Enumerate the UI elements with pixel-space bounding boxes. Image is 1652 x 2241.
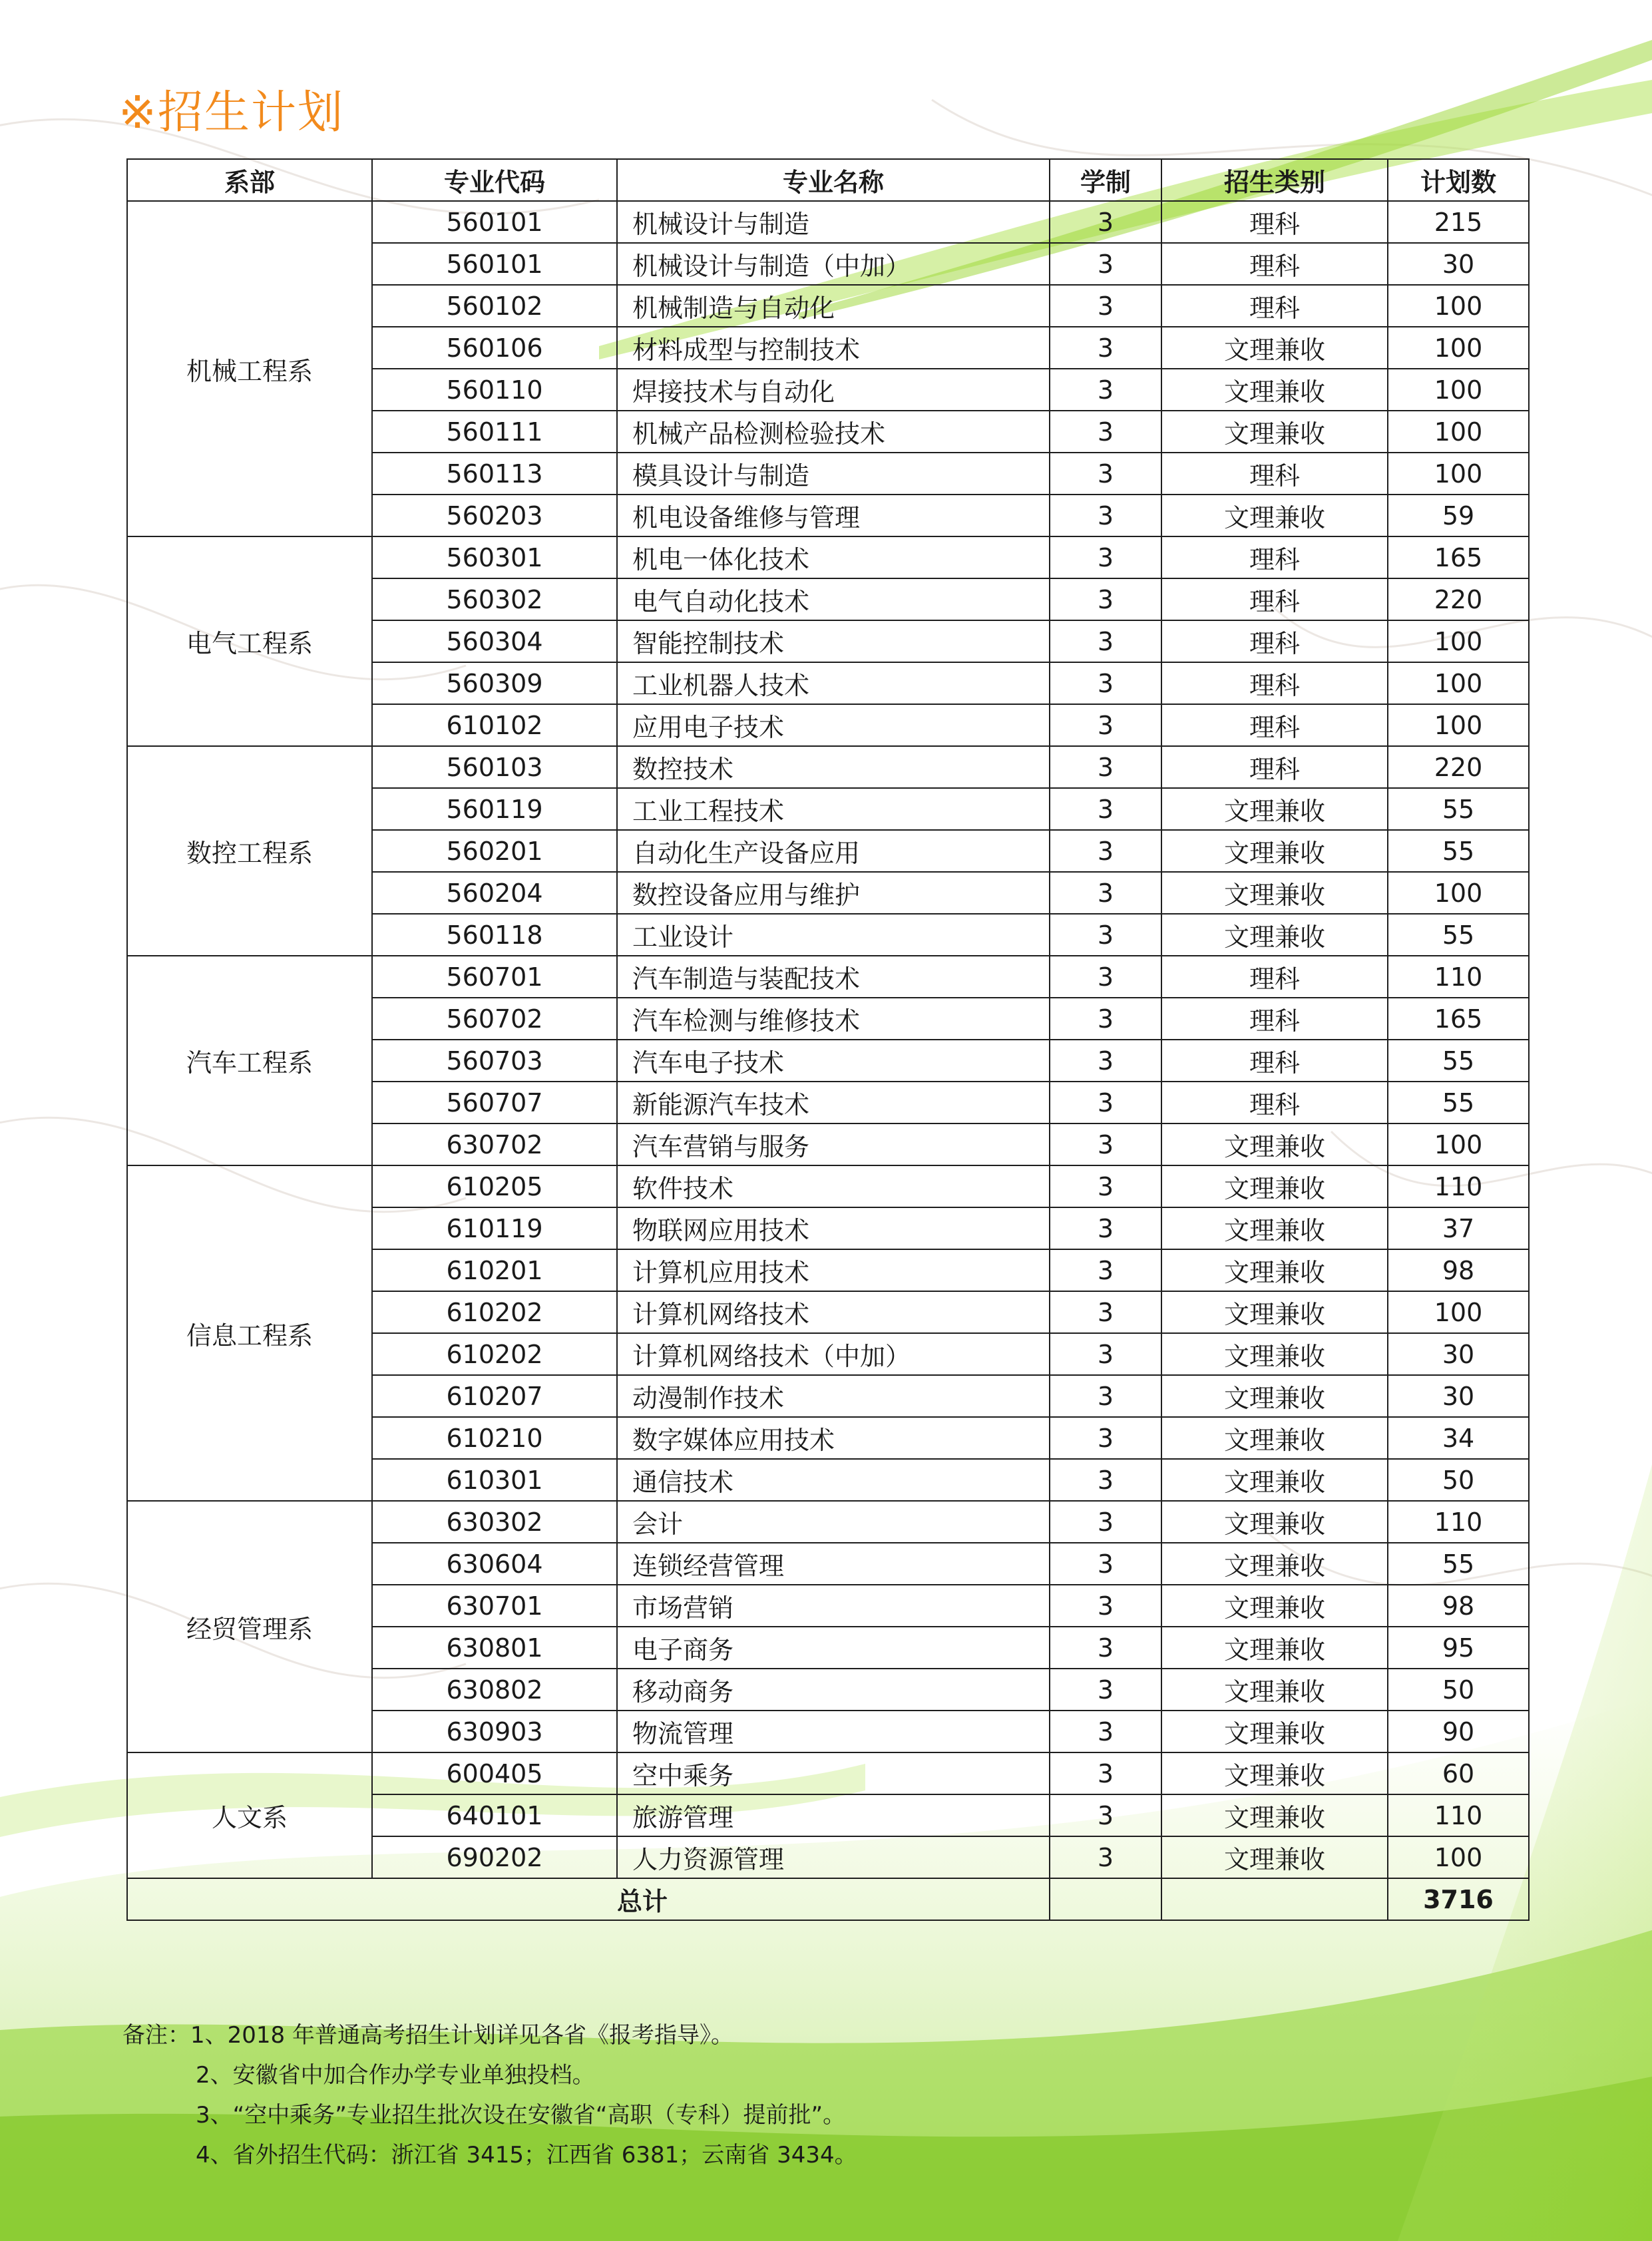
duration-cell: 3 — [1050, 327, 1161, 369]
category-cell: 理科 — [1161, 1040, 1388, 1082]
header-category: 招生类别 — [1161, 159, 1388, 201]
duration-cell: 3 — [1050, 1082, 1161, 1123]
category-cell: 文理兼收 — [1161, 1417, 1388, 1459]
major-name-cell: 模具设计与制造 — [617, 453, 1050, 495]
major-code-cell: 560309 — [372, 662, 617, 704]
duration-cell: 3 — [1050, 830, 1161, 872]
notes — [122, 2015, 857, 2175]
department-cell: 经贸管理系 — [127, 1501, 372, 1752]
category-cell: 文理兼收 — [1161, 1249, 1388, 1291]
category-cell: 理科 — [1161, 746, 1388, 788]
category-cell: 文理兼收 — [1161, 411, 1388, 453]
plan-count-cell: 100 — [1388, 1291, 1529, 1333]
major-name-cell: 电气自动化技术 — [617, 578, 1050, 620]
duration-cell: 3 — [1050, 1711, 1161, 1752]
plan-count-cell: 100 — [1388, 662, 1529, 704]
major-code-cell: 560106 — [372, 327, 617, 369]
category-cell: 文理兼收 — [1161, 788, 1388, 830]
plan-count-cell: 165 — [1388, 536, 1529, 578]
category-cell: 文理兼收 — [1161, 1627, 1388, 1669]
duration-cell: 3 — [1050, 411, 1161, 453]
duration-cell: 3 — [1050, 1123, 1161, 1165]
plan-count-cell: 165 — [1388, 998, 1529, 1040]
major-code-cell: 560301 — [372, 536, 617, 578]
department-cell: 机械工程系 — [127, 201, 372, 536]
category-cell: 文理兼收 — [1161, 1752, 1388, 1794]
plan-count-cell: 100 — [1388, 453, 1529, 495]
major-name-cell: 工业设计 — [617, 914, 1050, 956]
major-code-cell: 560110 — [372, 369, 617, 411]
total-empty-duration — [1050, 1878, 1161, 1920]
plan-count-cell: 55 — [1388, 788, 1529, 830]
plan-count-cell: 100 — [1388, 704, 1529, 746]
category-cell: 文理兼收 — [1161, 1585, 1388, 1627]
duration-cell: 3 — [1050, 453, 1161, 495]
duration-cell: 3 — [1050, 998, 1161, 1040]
category-cell: 文理兼收 — [1161, 327, 1388, 369]
major-name-cell: 计算机应用技术 — [617, 1249, 1050, 1291]
page-title: ※招生计划 — [118, 87, 344, 139]
major-name-cell: 物流管理 — [617, 1711, 1050, 1752]
category-cell: 理科 — [1161, 536, 1388, 578]
table-row — [127, 1165, 1529, 1207]
plan-count-cell: 95 — [1388, 1627, 1529, 1669]
plan-count-cell: 220 — [1388, 578, 1529, 620]
category-cell: 文理兼收 — [1161, 495, 1388, 536]
plan-count-cell: 98 — [1388, 1585, 1529, 1627]
plan-count-cell: 50 — [1388, 1459, 1529, 1501]
duration-cell: 3 — [1050, 243, 1161, 285]
category-cell: 理科 — [1161, 453, 1388, 495]
major-code-cell: 560101 — [372, 243, 617, 285]
table-row — [127, 746, 1529, 788]
plan-count-cell: 100 — [1388, 1836, 1529, 1878]
major-name-cell: 数字媒体应用技术 — [617, 1417, 1050, 1459]
duration-cell: 3 — [1050, 1333, 1161, 1375]
category-cell: 文理兼收 — [1161, 1501, 1388, 1543]
note-line: 3、“空中乘务”专业招生批次设在安徽省“高职（专科）提前批”。 — [196, 2102, 846, 2129]
major-name-cell: 计算机网络技术（中加） — [617, 1333, 1050, 1375]
plan-count-cell: 110 — [1388, 1794, 1529, 1836]
department-cell: 数控工程系 — [127, 746, 372, 956]
table-row — [127, 956, 1529, 998]
major-name-cell: 计算机网络技术 — [617, 1291, 1050, 1333]
major-code-cell: 610205 — [372, 1165, 617, 1207]
major-name-cell: 机械设计与制造（中加） — [617, 243, 1050, 285]
major-name-cell: 汽车检测与维修技术 — [617, 998, 1050, 1040]
duration-cell: 3 — [1050, 1375, 1161, 1417]
category-cell: 理科 — [1161, 243, 1388, 285]
header-major-name: 专业名称 — [617, 159, 1050, 201]
duration-cell: 3 — [1050, 1669, 1161, 1711]
major-code-cell: 610207 — [372, 1375, 617, 1417]
department-cell: 电气工程系 — [127, 536, 372, 746]
category-cell: 文理兼收 — [1161, 369, 1388, 411]
category-cell: 文理兼收 — [1161, 872, 1388, 914]
category-cell: 文理兼收 — [1161, 1543, 1388, 1585]
major-code-cell: 630604 — [372, 1543, 617, 1585]
duration-cell: 3 — [1050, 956, 1161, 998]
plan-count-cell: 34 — [1388, 1417, 1529, 1459]
note-line: 2、安徽省中加合作办学专业单独投档。 — [196, 2062, 595, 2089]
plan-count-cell: 30 — [1388, 1375, 1529, 1417]
major-code-cell: 560703 — [372, 1040, 617, 1082]
major-code-cell: 560204 — [372, 872, 617, 914]
duration-cell: 3 — [1050, 1752, 1161, 1794]
major-name-cell: 软件技术 — [617, 1165, 1050, 1207]
category-cell: 理科 — [1161, 201, 1388, 243]
duration-cell: 3 — [1050, 662, 1161, 704]
major-name-cell: 移动商务 — [617, 1669, 1050, 1711]
major-code-cell: 630802 — [372, 1669, 617, 1711]
major-code-cell: 630702 — [372, 1123, 617, 1165]
duration-cell: 3 — [1050, 872, 1161, 914]
major-code-cell: 560118 — [372, 914, 617, 956]
duration-cell: 3 — [1050, 369, 1161, 411]
duration-cell: 3 — [1050, 1543, 1161, 1585]
table-body — [127, 201, 1529, 1878]
plan-count-cell: 110 — [1388, 956, 1529, 998]
major-name-cell: 人力资源管理 — [617, 1836, 1050, 1878]
enrollment-plan-table — [126, 158, 1530, 1921]
plan-count-cell: 90 — [1388, 1711, 1529, 1752]
category-cell: 文理兼收 — [1161, 1207, 1388, 1249]
major-name-cell: 焊接技术与自动化 — [617, 369, 1050, 411]
category-cell: 理科 — [1161, 1082, 1388, 1123]
major-name-cell: 数控技术 — [617, 746, 1050, 788]
table-row — [127, 536, 1529, 578]
note-line: 备注：1、2018 年普通高考招生计划详见各省《报考指导》。 — [122, 2022, 733, 2049]
category-cell: 文理兼收 — [1161, 1459, 1388, 1501]
plan-count-cell: 110 — [1388, 1165, 1529, 1207]
major-code-cell: 690202 — [372, 1836, 617, 1878]
duration-cell: 3 — [1050, 1291, 1161, 1333]
duration-cell: 3 — [1050, 1417, 1161, 1459]
major-name-cell: 汽车营销与服务 — [617, 1123, 1050, 1165]
plan-count-cell: 30 — [1388, 243, 1529, 285]
duration-cell: 3 — [1050, 1249, 1161, 1291]
category-cell: 理科 — [1161, 285, 1388, 327]
plan-count-cell: 50 — [1388, 1669, 1529, 1711]
major-code-cell: 630701 — [372, 1585, 617, 1627]
major-name-cell: 汽车制造与装配技术 — [617, 956, 1050, 998]
category-cell: 文理兼收 — [1161, 1836, 1388, 1878]
major-name-cell: 新能源汽车技术 — [617, 1082, 1050, 1123]
major-code-cell: 610301 — [372, 1459, 617, 1501]
major-code-cell: 610119 — [372, 1207, 617, 1249]
duration-cell: 3 — [1050, 1040, 1161, 1082]
category-cell: 理科 — [1161, 704, 1388, 746]
category-cell: 文理兼收 — [1161, 1375, 1388, 1417]
plan-count-cell: 98 — [1388, 1249, 1529, 1291]
plan-count-cell: 100 — [1388, 285, 1529, 327]
total-empty-category — [1161, 1878, 1388, 1920]
major-name-cell: 自动化生产设备应用 — [617, 830, 1050, 872]
duration-cell: 3 — [1050, 1794, 1161, 1836]
category-cell: 文理兼收 — [1161, 1669, 1388, 1711]
major-name-cell: 机械制造与自动化 — [617, 285, 1050, 327]
plan-count-cell: 55 — [1388, 1082, 1529, 1123]
duration-cell: 3 — [1050, 1207, 1161, 1249]
major-code-cell: 560707 — [372, 1082, 617, 1123]
major-name-cell: 机械设计与制造 — [617, 201, 1050, 243]
major-code-cell: 630801 — [372, 1627, 617, 1669]
table-row — [127, 1752, 1529, 1794]
major-code-cell: 560302 — [372, 578, 617, 620]
header-department: 系部 — [127, 159, 372, 201]
category-cell: 理科 — [1161, 620, 1388, 662]
plan-count-cell: 100 — [1388, 369, 1529, 411]
major-code-cell: 560103 — [372, 746, 617, 788]
category-cell: 理科 — [1161, 662, 1388, 704]
major-code-cell: 610210 — [372, 1417, 617, 1459]
major-code-cell: 610202 — [372, 1291, 617, 1333]
major-name-cell: 物联网应用技术 — [617, 1207, 1050, 1249]
major-name-cell: 机械产品检测检验技术 — [617, 411, 1050, 453]
plan-count-cell: 30 — [1388, 1333, 1529, 1375]
major-name-cell: 会计 — [617, 1501, 1050, 1543]
total-row — [127, 1878, 1529, 1920]
major-code-cell: 560102 — [372, 285, 617, 327]
major-name-cell: 应用电子技术 — [617, 704, 1050, 746]
note-line: 4、省外招生代码：浙江省 3415；江西省 6381；云南省 3434。 — [196, 2142, 857, 2168]
plan-count-cell: 60 — [1388, 1752, 1529, 1794]
plan-count-cell: 110 — [1388, 1501, 1529, 1543]
major-code-cell: 600405 — [372, 1752, 617, 1794]
duration-cell: 3 — [1050, 578, 1161, 620]
duration-cell: 3 — [1050, 620, 1161, 662]
plan-count-cell: 37 — [1388, 1207, 1529, 1249]
major-name-cell: 数控设备应用与维护 — [617, 872, 1050, 914]
total-label-spacer — [127, 1878, 617, 1920]
department-cell: 信息工程系 — [127, 1165, 372, 1501]
plan-count-cell: 55 — [1388, 1543, 1529, 1585]
plan-count-cell: 55 — [1388, 914, 1529, 956]
major-code-cell: 560113 — [372, 453, 617, 495]
major-code-cell: 610201 — [372, 1249, 617, 1291]
header-duration: 学制 — [1050, 159, 1161, 201]
major-name-cell: 旅游管理 — [617, 1794, 1050, 1836]
duration-cell: 3 — [1050, 1501, 1161, 1543]
header-major-code: 专业代码 — [372, 159, 617, 201]
major-name-cell: 工业机器人技术 — [617, 662, 1050, 704]
duration-cell: 3 — [1050, 746, 1161, 788]
category-cell: 文理兼收 — [1161, 1123, 1388, 1165]
plan-count-cell: 100 — [1388, 620, 1529, 662]
duration-cell: 3 — [1050, 1627, 1161, 1669]
plan-count-cell: 215 — [1388, 201, 1529, 243]
duration-cell: 3 — [1050, 285, 1161, 327]
major-code-cell: 560201 — [372, 830, 617, 872]
category-cell: 理科 — [1161, 998, 1388, 1040]
major-name-cell: 机电设备维修与管理 — [617, 495, 1050, 536]
major-code-cell: 610202 — [372, 1333, 617, 1375]
major-code-cell: 630302 — [372, 1501, 617, 1543]
major-name-cell: 动漫制作技术 — [617, 1375, 1050, 1417]
category-cell: 文理兼收 — [1161, 1333, 1388, 1375]
major-name-cell: 汽车电子技术 — [617, 1040, 1050, 1082]
major-name-cell: 通信技术 — [617, 1459, 1050, 1501]
plan-count-cell: 100 — [1388, 327, 1529, 369]
major-name-cell: 连锁经营管理 — [617, 1543, 1050, 1585]
duration-cell: 3 — [1050, 1459, 1161, 1501]
category-cell: 理科 — [1161, 956, 1388, 998]
major-code-cell: 560101 — [372, 201, 617, 243]
total-label: 总计 — [617, 1878, 1050, 1920]
department-cell: 汽车工程系 — [127, 956, 372, 1165]
category-cell: 文理兼收 — [1161, 1711, 1388, 1752]
duration-cell: 3 — [1050, 914, 1161, 956]
major-name-cell: 智能控制技术 — [617, 620, 1050, 662]
duration-cell: 3 — [1050, 704, 1161, 746]
major-code-cell: 640101 — [372, 1794, 617, 1836]
category-cell: 文理兼收 — [1161, 1165, 1388, 1207]
duration-cell: 3 — [1050, 201, 1161, 243]
category-cell: 理科 — [1161, 578, 1388, 620]
department-cell: 人文系 — [127, 1752, 372, 1878]
table-header-row — [127, 159, 1529, 201]
major-name-cell: 材料成型与控制技术 — [617, 327, 1050, 369]
plan-count-cell: 55 — [1388, 830, 1529, 872]
major-name-cell: 电子商务 — [617, 1627, 1050, 1669]
major-code-cell: 610102 — [372, 704, 617, 746]
major-code-cell: 560119 — [372, 788, 617, 830]
plan-count-cell: 55 — [1388, 1040, 1529, 1082]
table-row — [127, 201, 1529, 243]
plan-count-cell: 100 — [1388, 411, 1529, 453]
header-plan-count: 计划数 — [1388, 159, 1529, 201]
category-cell: 文理兼收 — [1161, 914, 1388, 956]
duration-cell: 3 — [1050, 1585, 1161, 1627]
category-cell: 文理兼收 — [1161, 830, 1388, 872]
major-code-cell: 560702 — [372, 998, 617, 1040]
major-code-cell: 560304 — [372, 620, 617, 662]
plan-count-cell: 100 — [1388, 1123, 1529, 1165]
plan-count-cell: 100 — [1388, 872, 1529, 914]
category-cell: 文理兼收 — [1161, 1291, 1388, 1333]
major-name-cell: 空中乘务 — [617, 1752, 1050, 1794]
major-code-cell: 560111 — [372, 411, 617, 453]
duration-cell: 3 — [1050, 788, 1161, 830]
duration-cell: 3 — [1050, 495, 1161, 536]
total-value: 3716 — [1388, 1878, 1529, 1920]
category-cell: 文理兼收 — [1161, 1794, 1388, 1836]
duration-cell: 3 — [1050, 536, 1161, 578]
major-code-cell: 630903 — [372, 1711, 617, 1752]
major-name-cell: 机电一体化技术 — [617, 536, 1050, 578]
major-code-cell: 560701 — [372, 956, 617, 998]
duration-cell: 3 — [1050, 1836, 1161, 1878]
duration-cell: 3 — [1050, 1165, 1161, 1207]
plan-count-cell: 220 — [1388, 746, 1529, 788]
plan-count-cell: 59 — [1388, 495, 1529, 536]
major-name-cell: 工业工程技术 — [617, 788, 1050, 830]
major-code-cell: 560203 — [372, 495, 617, 536]
table-row — [127, 1501, 1529, 1543]
major-name-cell: 市场营销 — [617, 1585, 1050, 1627]
